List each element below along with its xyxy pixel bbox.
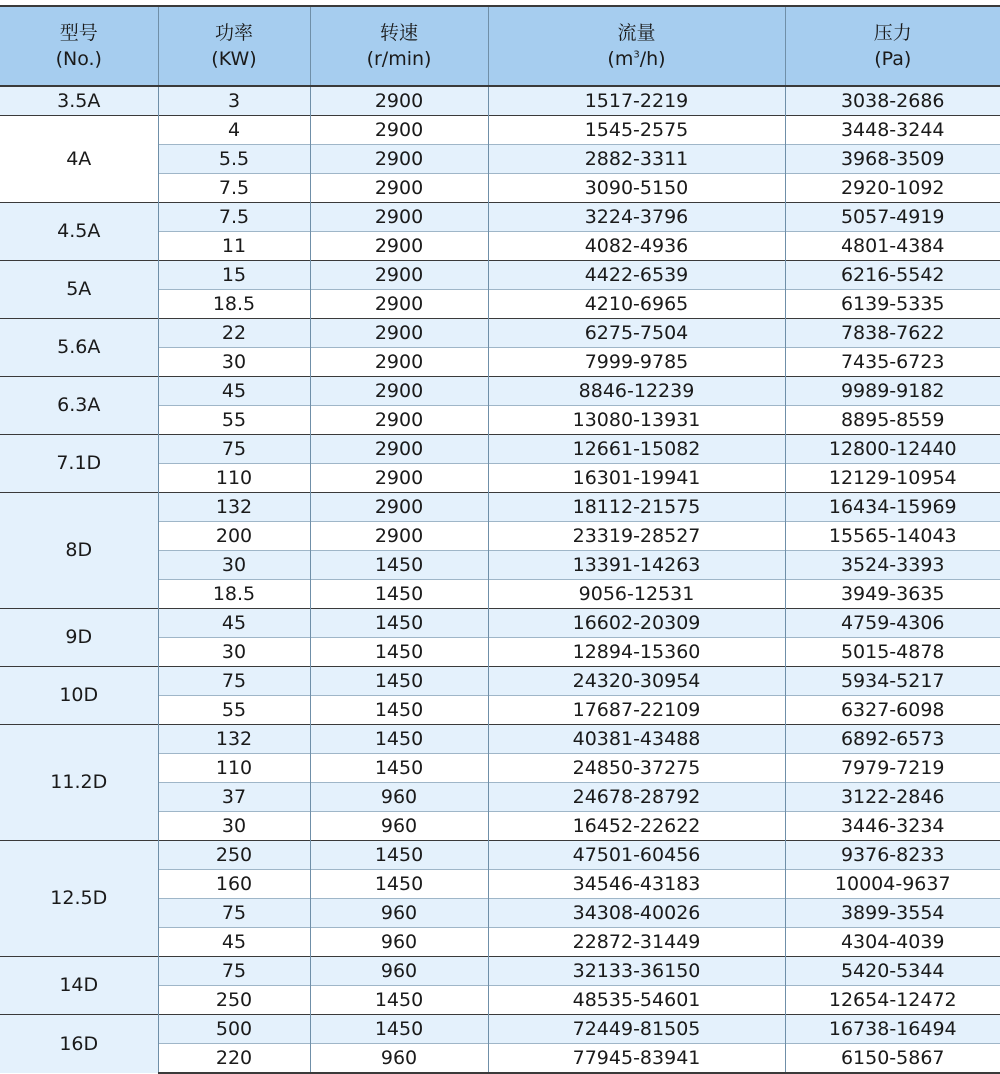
speed-cell: 1450 xyxy=(310,638,488,667)
header-flow-en-pre: (m xyxy=(607,48,633,70)
table-row xyxy=(0,377,1000,406)
model-cell: 3.5A xyxy=(0,86,158,116)
pressure-cell: 6892-6573 xyxy=(785,725,1000,754)
pressure-cell: 5420-5344 xyxy=(785,957,1000,986)
power-cell: 45 xyxy=(158,377,310,406)
power-cell: 250 xyxy=(158,841,310,870)
table-header xyxy=(0,6,1000,86)
flow-cell: 12894-15360 xyxy=(488,638,785,667)
pressure-cell: 4759-4306 xyxy=(785,609,1000,638)
power-cell: 500 xyxy=(158,1015,310,1044)
power-cell: 18.5 xyxy=(158,290,310,319)
model-cell: 12.5D xyxy=(0,841,158,957)
speed-cell: 2900 xyxy=(310,261,488,290)
flow-cell: 1545-2575 xyxy=(488,116,785,145)
flow-cell: 4082-4936 xyxy=(488,232,785,261)
speed-cell: 960 xyxy=(310,783,488,812)
header-speed-zh: 转速 xyxy=(311,20,488,46)
pressure-cell: 6216-5542 xyxy=(785,261,1000,290)
speed-cell: 2900 xyxy=(310,493,488,522)
flow-cell: 24850-37275 xyxy=(488,754,785,783)
pressure-cell: 9376-8233 xyxy=(785,841,1000,870)
flow-cell: 48535-54601 xyxy=(488,986,785,1015)
power-cell: 45 xyxy=(158,609,310,638)
pressure-cell: 15565-14043 xyxy=(785,522,1000,551)
speed-cell: 2900 xyxy=(310,435,488,464)
speed-cell: 2900 xyxy=(310,174,488,203)
table-row xyxy=(0,609,1000,638)
power-cell: 30 xyxy=(158,551,310,580)
flow-cell: 1517-2219 xyxy=(488,86,785,116)
power-cell: 75 xyxy=(158,899,310,928)
model-cell: 10D xyxy=(0,667,158,725)
flow-cell: 34546-43183 xyxy=(488,870,785,899)
pressure-cell: 6150-5867 xyxy=(785,1044,1000,1074)
table-row xyxy=(0,841,1000,870)
pressure-cell: 3038-2686 xyxy=(785,86,1000,116)
speed-cell: 1450 xyxy=(310,551,488,580)
pressure-cell: 12129-10954 xyxy=(785,464,1000,493)
pressure-cell: 16434-15969 xyxy=(785,493,1000,522)
table-row xyxy=(0,667,1000,696)
speed-cell: 1450 xyxy=(310,609,488,638)
model-cell: 8D xyxy=(0,493,158,609)
pressure-cell: 3949-3635 xyxy=(785,580,1000,609)
power-cell: 5.5 xyxy=(158,145,310,174)
speed-cell: 2900 xyxy=(310,232,488,261)
speed-cell: 2900 xyxy=(310,319,488,348)
header-flow-en xyxy=(489,46,785,72)
pressure-cell: 5015-4878 xyxy=(785,638,1000,667)
header-power-zh: 功率 xyxy=(159,20,310,46)
pressure-cell: 16738-16494 xyxy=(785,1015,1000,1044)
table-row xyxy=(0,116,1000,145)
speed-cell: 1450 xyxy=(310,986,488,1015)
pressure-cell: 3122-2846 xyxy=(785,783,1000,812)
table-row xyxy=(0,86,1000,116)
header-flow-zh: 流量 xyxy=(489,20,785,46)
flow-cell: 18112-21575 xyxy=(488,493,785,522)
pressure-cell: 5057-4919 xyxy=(785,203,1000,232)
pressure-cell: 3968-3509 xyxy=(785,145,1000,174)
header-pressure xyxy=(785,6,1000,86)
power-cell: 3 xyxy=(158,86,310,116)
table-row xyxy=(0,203,1000,232)
table-row xyxy=(0,493,1000,522)
table-row xyxy=(0,319,1000,348)
speed-cell: 2900 xyxy=(310,290,488,319)
header-model xyxy=(0,6,158,86)
model-cell: 9D xyxy=(0,609,158,667)
power-cell: 200 xyxy=(158,522,310,551)
pressure-cell: 12800-12440 xyxy=(785,435,1000,464)
power-cell: 30 xyxy=(158,638,310,667)
speed-cell: 960 xyxy=(310,928,488,957)
power-cell: 18.5 xyxy=(158,580,310,609)
power-cell: 132 xyxy=(158,725,310,754)
speed-cell: 1450 xyxy=(310,754,488,783)
power-cell: 160 xyxy=(158,870,310,899)
flow-cell: 32133-36150 xyxy=(488,957,785,986)
speed-cell: 2900 xyxy=(310,86,488,116)
speed-cell: 2900 xyxy=(310,348,488,377)
speed-cell: 1450 xyxy=(310,1015,488,1044)
power-cell: 132 xyxy=(158,493,310,522)
flow-cell: 2882-3311 xyxy=(488,145,785,174)
header-flow-en-sup: 3 xyxy=(633,50,639,61)
fan-spec-table xyxy=(0,5,1000,1074)
model-cell: 16D xyxy=(0,1015,158,1074)
pressure-cell: 3446-3234 xyxy=(785,812,1000,841)
power-cell: 250 xyxy=(158,986,310,1015)
pressure-cell: 6139-5335 xyxy=(785,290,1000,319)
speed-cell: 1450 xyxy=(310,696,488,725)
header-power-en: (KW) xyxy=(159,46,310,72)
flow-cell: 16301-19941 xyxy=(488,464,785,493)
speed-cell: 1450 xyxy=(310,580,488,609)
power-cell: 22 xyxy=(158,319,310,348)
power-cell: 4 xyxy=(158,116,310,145)
flow-cell: 47501-60456 xyxy=(488,841,785,870)
header-model-zh: 型号 xyxy=(0,20,158,46)
speed-cell: 1450 xyxy=(310,870,488,899)
flow-cell: 77945-83941 xyxy=(488,1044,785,1074)
pressure-cell: 2920-1092 xyxy=(785,174,1000,203)
power-cell: 75 xyxy=(158,667,310,696)
speed-cell: 1450 xyxy=(310,841,488,870)
flow-cell: 7999-9785 xyxy=(488,348,785,377)
flow-cell: 24678-28792 xyxy=(488,783,785,812)
power-cell: 55 xyxy=(158,696,310,725)
flow-cell: 4422-6539 xyxy=(488,261,785,290)
pressure-cell: 4304-4039 xyxy=(785,928,1000,957)
power-cell: 55 xyxy=(158,406,310,435)
flow-cell: 16602-20309 xyxy=(488,609,785,638)
flow-cell: 13391-14263 xyxy=(488,551,785,580)
table-row xyxy=(0,435,1000,464)
flow-cell: 23319-28527 xyxy=(488,522,785,551)
power-cell: 30 xyxy=(158,348,310,377)
power-cell: 15 xyxy=(158,261,310,290)
speed-cell: 960 xyxy=(310,812,488,841)
header-pressure-zh: 压力 xyxy=(786,20,1000,46)
power-cell: 37 xyxy=(158,783,310,812)
header-speed-en: (r/min) xyxy=(311,46,488,72)
flow-cell: 34308-40026 xyxy=(488,899,785,928)
speed-cell: 1450 xyxy=(310,667,488,696)
header-model-en: (No.) xyxy=(0,46,158,72)
flow-cell: 17687-22109 xyxy=(488,696,785,725)
flow-cell: 9056-12531 xyxy=(488,580,785,609)
flow-cell: 6275-7504 xyxy=(488,319,785,348)
power-cell: 75 xyxy=(158,957,310,986)
header-power xyxy=(158,6,310,86)
power-cell: 30 xyxy=(158,812,310,841)
speed-cell: 2900 xyxy=(310,406,488,435)
pressure-cell: 6327-6098 xyxy=(785,696,1000,725)
flow-cell: 72449-81505 xyxy=(488,1015,785,1044)
speed-cell: 1450 xyxy=(310,725,488,754)
power-cell: 75 xyxy=(158,435,310,464)
table-row xyxy=(0,725,1000,754)
pressure-cell: 7838-7622 xyxy=(785,319,1000,348)
pressure-cell: 12654-12472 xyxy=(785,986,1000,1015)
table-row xyxy=(0,261,1000,290)
table-body xyxy=(0,86,1000,1073)
speed-cell: 2900 xyxy=(310,203,488,232)
pressure-cell: 5934-5217 xyxy=(785,667,1000,696)
header-pressure-en: (Pa) xyxy=(786,46,1000,72)
speed-cell: 960 xyxy=(310,1044,488,1074)
table-row xyxy=(0,1015,1000,1044)
flow-cell: 16452-22622 xyxy=(488,812,785,841)
flow-cell: 22872-31449 xyxy=(488,928,785,957)
model-cell: 5.6A xyxy=(0,319,158,377)
model-cell: 14D xyxy=(0,957,158,1015)
pressure-cell: 3524-3393 xyxy=(785,551,1000,580)
power-cell: 7.5 xyxy=(158,174,310,203)
flow-cell: 40381-43488 xyxy=(488,725,785,754)
flow-cell: 12661-15082 xyxy=(488,435,785,464)
speed-cell: 960 xyxy=(310,957,488,986)
model-cell: 6.3A xyxy=(0,377,158,435)
pressure-cell: 3448-3244 xyxy=(785,116,1000,145)
flow-cell: 4210-6965 xyxy=(488,290,785,319)
model-cell: 7.1D xyxy=(0,435,158,493)
pressure-cell: 7979-7219 xyxy=(785,754,1000,783)
header-row xyxy=(0,6,1000,86)
speed-cell: 2900 xyxy=(310,522,488,551)
power-cell: 11 xyxy=(158,232,310,261)
model-cell: 5A xyxy=(0,261,158,319)
pressure-cell: 10004-9637 xyxy=(785,870,1000,899)
header-flow xyxy=(488,6,785,86)
power-cell: 7.5 xyxy=(158,203,310,232)
power-cell: 45 xyxy=(158,928,310,957)
header-speed xyxy=(310,6,488,86)
speed-cell: 2900 xyxy=(310,145,488,174)
flow-cell: 13080-13931 xyxy=(488,406,785,435)
power-cell: 110 xyxy=(158,754,310,783)
pressure-cell: 4801-4384 xyxy=(785,232,1000,261)
header-flow-en-post: /h) xyxy=(640,48,666,70)
model-cell: 11.2D xyxy=(0,725,158,841)
flow-cell: 24320-30954 xyxy=(488,667,785,696)
table-row xyxy=(0,957,1000,986)
flow-cell: 8846-12239 xyxy=(488,377,785,406)
flow-cell: 3090-5150 xyxy=(488,174,785,203)
pressure-cell: 3899-3554 xyxy=(785,899,1000,928)
speed-cell: 960 xyxy=(310,899,488,928)
model-cell: 4A xyxy=(0,116,158,203)
speed-cell: 2900 xyxy=(310,464,488,493)
model-cell: 4.5A xyxy=(0,203,158,261)
power-cell: 110 xyxy=(158,464,310,493)
pressure-cell: 9989-9182 xyxy=(785,377,1000,406)
speed-cell: 2900 xyxy=(310,116,488,145)
flow-cell: 3224-3796 xyxy=(488,203,785,232)
power-cell: 220 xyxy=(158,1044,310,1074)
pressure-cell: 8895-8559 xyxy=(785,406,1000,435)
pressure-cell: 7435-6723 xyxy=(785,348,1000,377)
speed-cell: 2900 xyxy=(310,377,488,406)
